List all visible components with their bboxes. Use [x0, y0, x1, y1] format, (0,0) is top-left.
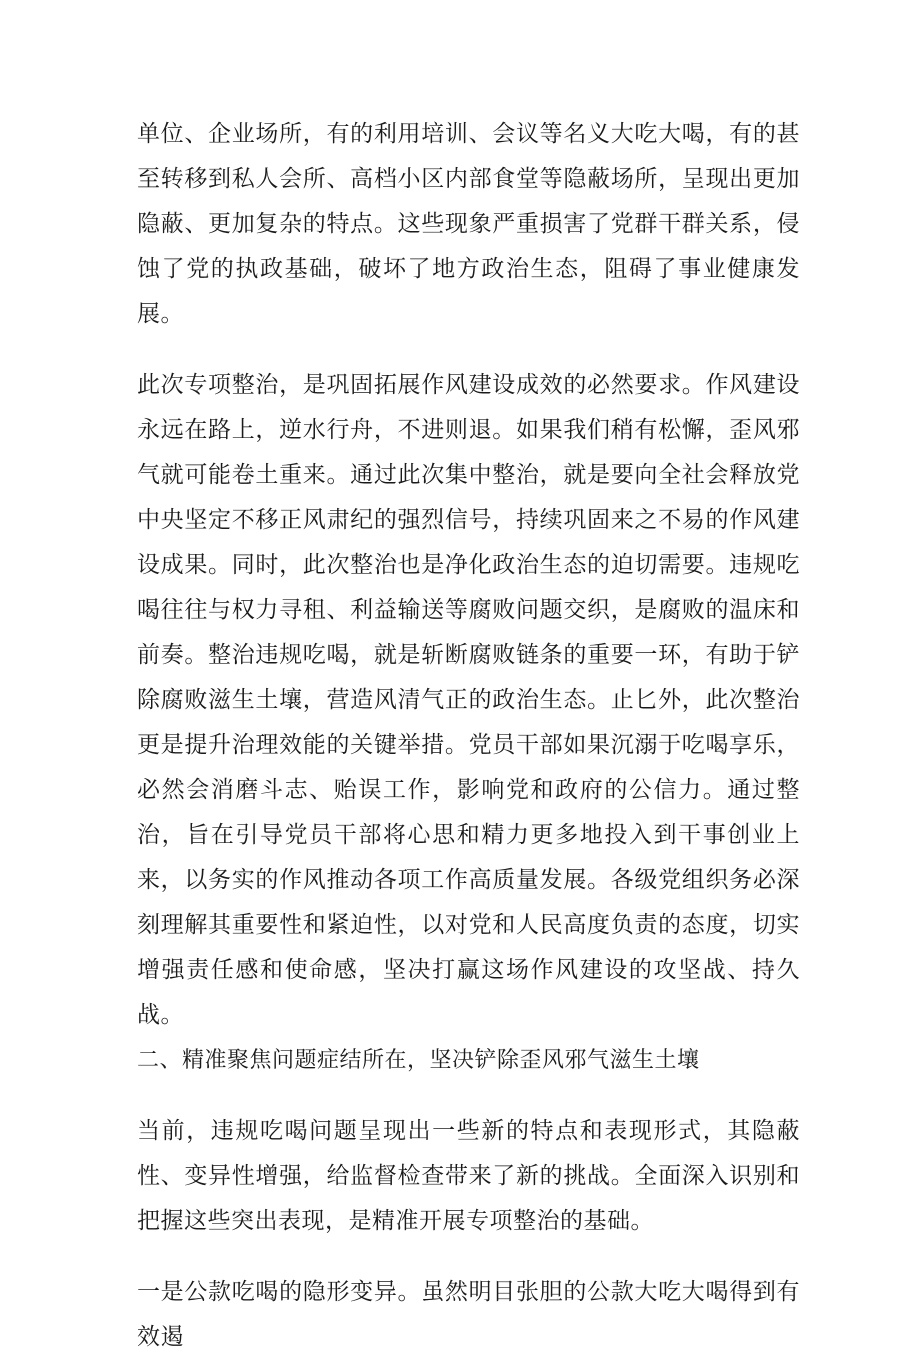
paragraph-spacer — [137, 1083, 800, 1109]
paragraph-3: 当前，违规吃喝问题呈现出一些新的特点和表现形式，其隐蔽性、变异性增强，给监督检查带来了新的挑战。全面深入识别和把握这些突出表现，是精准开展专项整治的基础。 — [137, 1118, 800, 1234]
paragraph-spacer — [137, 1244, 800, 1270]
paragraph-2: 此次专项整治，是巩固拓展作风建设成效的必然要求。作风建设永远在路上，逆水行舟，不进则退。如果我们稍有松懈，歪风邪气就可能卷土重来。通过此次集中整治，就是要向全社会释放党中央坚定不移正风肃纪的强烈信号，持续巩固来之不易的作风建设成果。同时，此次整治也是净化政治生态的迫切需要。违规吃喝往往与权力寻租、利益输送等腐败问题交织，是腐败的温床和前奏。整治违规吃喝，就是斩断腐败链条的重要一环，有助于铲除腐败滋生土壤，营造风清气正的政治生态。止匕外，此次整治更是提升治理效能的关键举措。党员干部如果沉溺于吃喝享乐，必然会消磨斗志、贻误工作，影响党和政府的公信力。通过整治，旨在引导党员干部将心思和精力更多地投入到干事创业上来，以务实的作风推动各项工作高质量发展。各级党组织务必深刻理解其重要性和紧迫性，以对党和人民高度负责的态度，切实增强责任感和使命感，坚决打赢这场作风建设的攻坚战、持久战。 — [137, 372, 800, 1028]
paragraph-1: 单位、企业场所，有的利用培训、会议等名义大吃大喝，有的甚至转移到私人会所、高档小区内部食堂等隐蔽场所，呈现出更加隐蔽、更加复杂的特点。这些现象严重损害了党群干群关系，侵蚀了党的执政基础，破坏了地方政治生态，阻碍了事业健康发展。 — [137, 121, 800, 327]
paragraph-spacer — [137, 337, 800, 363]
section-heading: 二、精准聚焦问题症结所在，坚决铲除歪风邪气滋生土壤 — [137, 1048, 700, 1073]
paragraph-4: 一是公款吃喝的隐形变异。虽然明目张胆的公款大吃大喝得到有效遏 — [137, 1279, 800, 1350]
